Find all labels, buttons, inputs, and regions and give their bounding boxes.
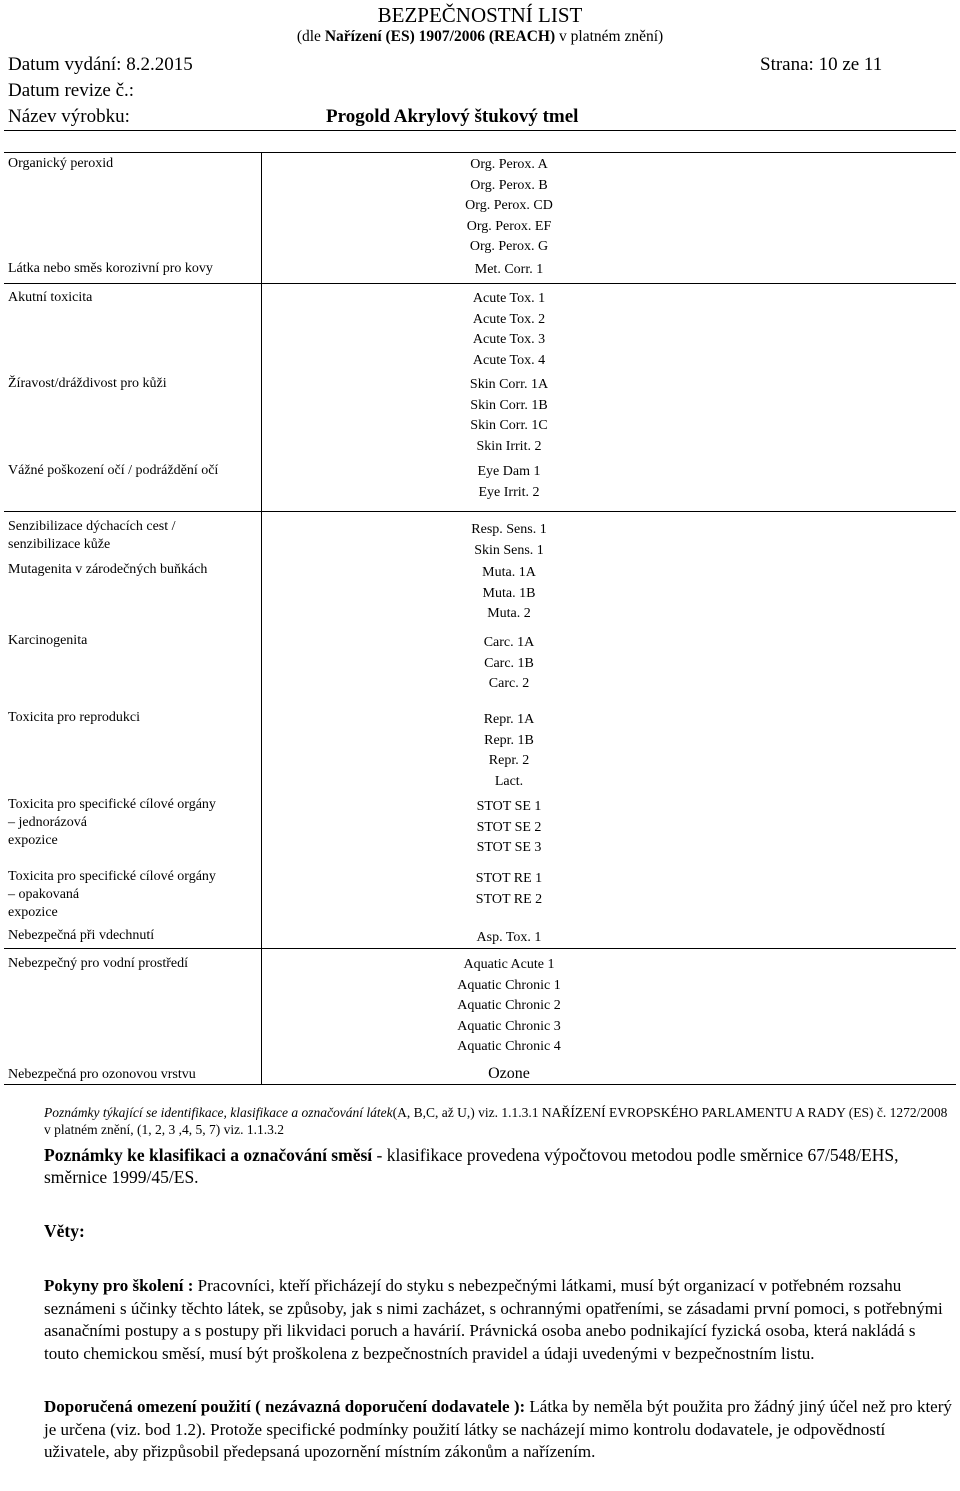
hazard-category-codes [400,289,618,371]
identification-notes-text: (A, B,C, až U,) viz. 1.1.3.1 NAŘÍZENÍ EVROPSKÉHO PARLAMENTU A RADY (ES) č. 1272/2008 v platném znění, (1, 2, 3 ,4, 5, 7) viz. 1.1.3.2 [44,1105,948,1137]
hazard-class-label: Toxicita pro specifické cílové orgány – opakovaná expozice [8,869,216,920]
hazard-category-codes [400,155,618,258]
hazard-code: Asp. Tox. 1 [476,930,542,945]
identification-notes-title: Poznámky týkající se identifikace, klasifikace a označování látek [44,1105,393,1120]
hazard-code: STOT SE 2 [476,819,542,835]
regulation-reference: Nařízení (ES) 1907/2006 (REACH) [324,28,556,45]
hazard-code: Aquatic Chronic 4 [457,1039,561,1055]
hazard-code: Eye Irrit. 2 [478,484,540,500]
page-number: Strana: 10 ze 11 [760,54,883,75]
table-bottom-border [4,1084,956,1085]
hazard-class-label: Vážné poškození očí / podráždění očí [8,463,219,478]
hazard-code: Repr. 2 [488,753,530,769]
hazard-code: Eye Dam 1 [477,464,541,479]
hazard-class-label: Látka nebo směs korozivní pro kovy [8,261,213,276]
hazard-class-label: Nebezpečná při vdechnutí [8,928,155,943]
hazard-code: Carc. 1B [484,655,534,671]
subtitle-suffix: v platném znění) [555,28,664,45]
hazard-category-codes [400,797,618,859]
row-divider [4,283,956,284]
hazard-category-codes [400,710,618,792]
hazard-code: Org. Perox. EF [466,218,552,234]
hazard-code: Aquatic Chronic 3 [457,1018,561,1034]
hazard-category-codes [400,1064,618,1085]
hazard-code: Aquatic Acute 1 [463,957,555,972]
hazard-category-codes [400,955,618,1058]
hazard-code: Aquatic Chronic 2 [457,998,561,1014]
mixture-classification-notes [44,1144,944,1188]
hazard-code: Org. Perox. CD [465,198,553,214]
mixture-notes-text: - klasifikace provedena výpočtovou metodou podle směrnice 67/548/EHS, směrnice 1999/45/ES. [44,1145,899,1187]
hazard-code: Skin Sens. 1 [474,542,544,558]
hazard-code: Muta. 1B [482,585,536,601]
identification-notes [44,1104,956,1138]
hazard-code: STOT RE 2 [475,891,543,907]
product-name: Progold Akrylový štukový tmel [326,106,579,127]
hazard-code: Carc. 1A [483,635,535,650]
hazard-code: STOT SE 3 [476,840,542,856]
hazard-code: Skin Corr. 1A [469,377,549,392]
use-restrictions [44,1396,954,1464]
hazard-class-label: Karcinogenita [8,633,88,648]
hazard-category-codes [400,633,618,695]
hazard-code: Lact. [494,773,524,789]
hazard-code: Repr. 1A [483,712,535,727]
revision-label: Datum revize č.: [8,80,135,101]
mixture-notes-title: Poznámky ke klasifikaci a označování směsí [44,1145,373,1165]
hazard-class-label: Akutní toxicita [8,290,93,305]
hazard-class-label: Nebezpečná pro ozonovou vrstvu [8,1067,196,1082]
sentences-heading: Věty: [44,1221,85,1241]
hazard-category-codes [400,563,618,625]
training-label: Pokyny pro školení : [44,1276,194,1295]
hazard-code: Skin Corr. 1C [470,418,548,434]
hazard-code: Met. Corr. 1 [474,262,544,277]
table-top-border [4,152,956,153]
hazard-code: STOT RE 1 [475,871,543,886]
training-instructions [44,1275,954,1365]
restrictions-text: Látka by neměla být použita pro žádný jiný účel než pro který je určena (viz. bod 1.2). Protože specifické podmínky použití látky se nacházejí mimo kontrolu dodavatele, je odpovědností uživatele, aby přizpůsobil předepsaná upozornění místním zákonům a nařízením. [44,1397,952,1461]
subtitle-prefix: (dle [296,28,325,45]
header-divider [4,130,956,131]
hazard-category-codes [400,375,618,457]
hazard-code: Acute Tox. 2 [472,311,546,327]
issue-date: Datum vydání: 8.2.2015 [8,54,193,75]
hazard-class-label: Toxicita pro reprodukci [8,710,140,725]
row-divider [4,511,956,512]
hazard-code: Org. Perox. A [470,157,548,172]
hazard-class-label: Senzibilizace dýchacích cest / senzibilizace kůže [8,519,176,552]
hazard-code: Repr. 1B [484,732,534,748]
product-label: Název výrobku: [8,106,130,127]
row-divider [4,948,956,949]
hazard-code: Carc. 2 [488,676,530,692]
hazard-code: Aquatic Chronic 1 [457,977,561,993]
hazard-code: Org. Perox. B [470,177,548,193]
training-text: Pracovníci, kteří přicházejí do styku s nebezpečnými látkami, musí být organizací v potřebném rozsahu seznámeni s účinky těchto látek, se způsoby, jak s nimi zacházet, s ochrannými opatřeními, se zásadami první pomoci, s potřebnými asanačními postupy a s postupy při likvidaci poruch a havárií. Právnická osoba anebo podnikající fyzická osoba, která nakládá s touto chemickou směsí, musí být proškolena z bezpečnostních pravidel a údaji uvedenými v bezpečnostním listu. [44,1276,943,1363]
hazard-category-codes [400,520,618,561]
document-title: BEZPEČNOSTNÍ LIST [377,3,583,27]
hazard-class-label: Mutagenita v zárodečných buňkách [8,562,208,577]
hazard-class-label: Žíravost/dráždivost pro kůži [8,376,167,391]
hazard-code: Skin Irrit. 2 [476,438,542,454]
hazard-class-label: Toxicita pro specifické cílové orgány – jednorázová expozice [8,797,216,848]
hazard-code: Org. Perox. G [469,239,549,255]
document-subtitle [0,28,960,46]
hazard-code: Muta. 2 [487,606,531,622]
hazard-category-codes [400,260,618,281]
hazard-category-codes [400,928,618,949]
hazard-code: Acute Tox. 3 [472,332,546,348]
hazard-code: Ozone [488,1065,530,1082]
hazard-code: Acute Tox. 4 [472,352,546,368]
hazard-code: Muta. 1A [482,565,536,580]
hazard-code: STOT SE 1 [476,799,542,814]
hazard-class-label: Nebezpečný pro vodní prostředí [8,956,188,971]
hazard-code: Resp. Sens. 1 [471,522,547,537]
hazard-code: Acute Tox. 1 [472,291,546,306]
hazard-category-codes [400,462,618,503]
hazard-category-codes [400,869,618,910]
hazard-code: Skin Corr. 1B [470,397,548,413]
hazard-class-label: Organický peroxid [8,156,114,171]
table-column-divider [261,152,262,1084]
restrictions-label: Doporučená omezení použití ( nezávazná doporučení dodavatele ): [44,1397,526,1416]
